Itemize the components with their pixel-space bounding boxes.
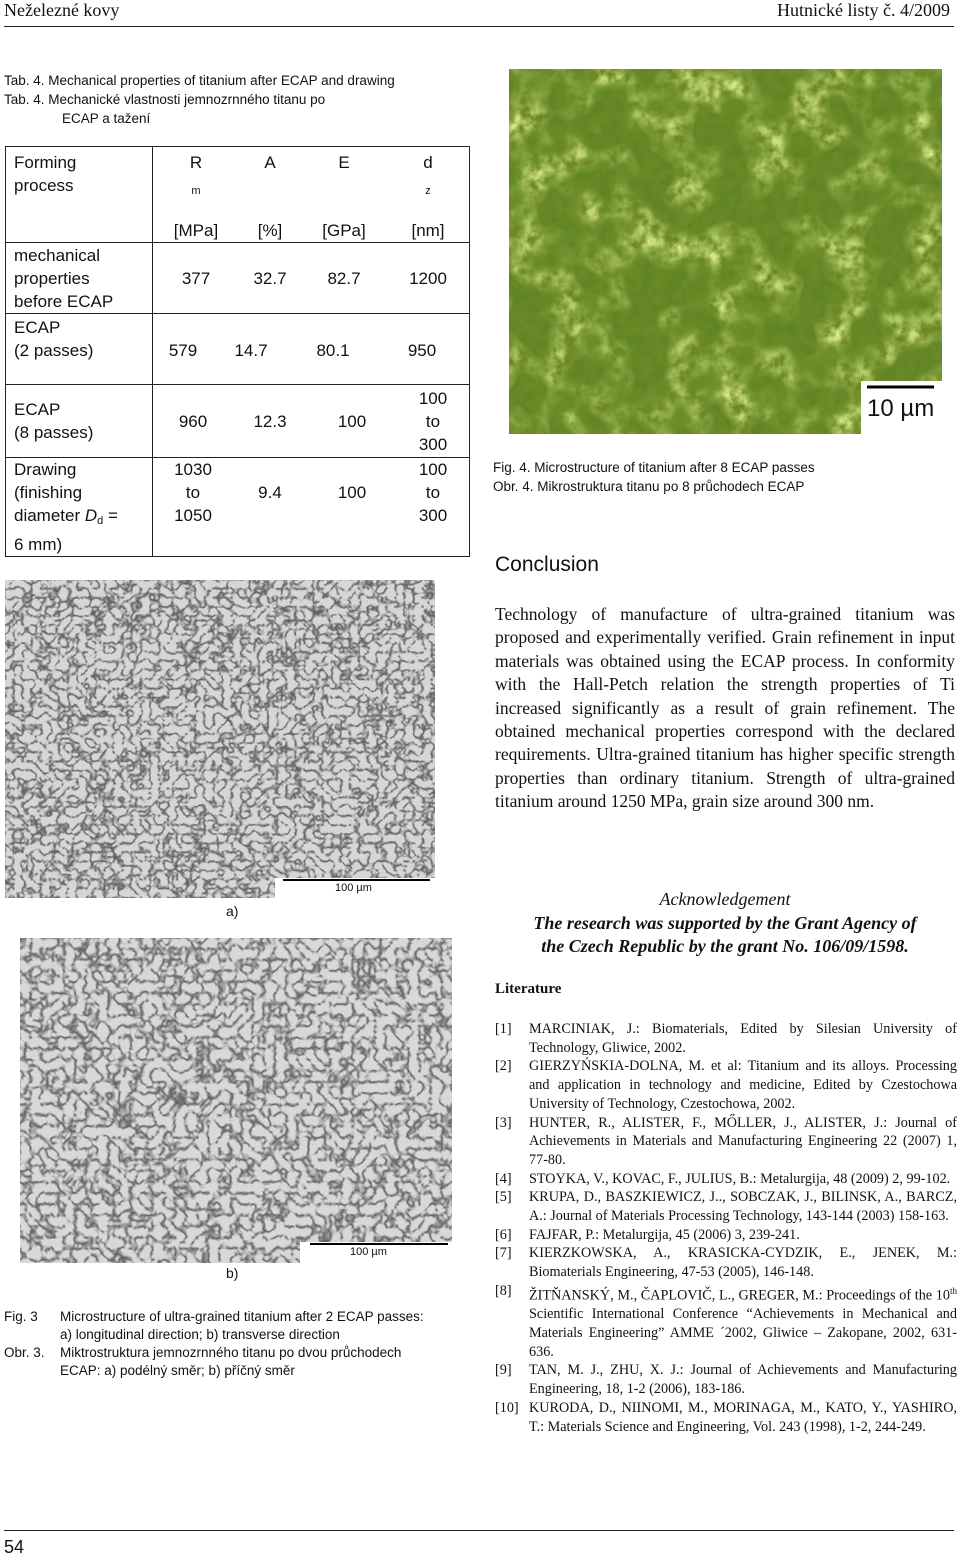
reference-item: [4] STOYKA, V., KOVAC, F., JULIUS, B.: Metalurgija, 48 (2009) 2, 99-102. — [495, 1170, 951, 1187]
cell-a: 9.4 — [258, 483, 282, 502]
reference-item: [10] KURODA, D., NIINOMI, M., MORINAGA, M., KATO, Y., YASHIRO, T.: Materials Science and Engineering, Vol. 243 (1998), 1-2, 244-249. — [495, 1399, 957, 1435]
fig3b-micrograph — [20, 938, 452, 1263]
running-header-right: Hutnické listy č. 4/2009 — [777, 0, 950, 20]
cell-dz: 1200 — [409, 268, 447, 288]
row-label: ECAP — [14, 318, 61, 337]
literature-heading: Literature — [495, 981, 562, 997]
row-label: Drawing — [14, 460, 77, 479]
table-header-row — [6, 147, 470, 243]
reference-item: [3] HUNTER, R., ALISTER, F., MŐLLER, J., ALISTER, J.: Journal of Achievements in Materials and Manufacturing Engineering 22 (2007) 1, 77-80. — [495, 1114, 957, 1168]
table4-caption-cz-2: ECAP a tažení — [62, 111, 151, 126]
cell-e: 100 — [337, 483, 367, 502]
fig3-caption-cz-1: Miktrostruktura jemnozrnného titanu po dvou průchodech — [60, 1345, 402, 1360]
acknowledgement-heading: Acknowledgement — [659, 889, 791, 909]
conclusion-heading: Conclusion — [495, 553, 599, 576]
fig3b-scale-label: 100 µm — [350, 1246, 387, 1258]
acknowledgement-line-2: the Czech Republic by the grant No. 106/09/1598. — [541, 936, 909, 956]
cell-e: 82.7 — [327, 268, 361, 288]
row-label: (8 passes) — [14, 423, 94, 442]
header-e: E — [338, 153, 350, 172]
acknowledgement-block — [495, 888, 955, 959]
fig4-caption-en: Fig. 4. Microstructure of titanium after 8 ECAP passes — [493, 460, 815, 475]
fig3-caption-label: Fig. 3 — [4, 1309, 38, 1324]
mechanical-properties-table — [5, 146, 470, 557]
cell-rm: 579 — [168, 341, 198, 360]
row-label: properties — [14, 268, 90, 288]
row-label: 6 mm) — [14, 535, 63, 554]
reference-item: [1] MARCINIAK, J.: Biomaterials, Edited by Silesian University of Technology, Gliwice, 2002. — [495, 1021, 957, 1056]
reference-list — [495, 1020, 957, 1436]
row-label: diameter $D_d$ = — [14, 506, 118, 527]
fig3a-label: a) — [226, 903, 239, 919]
table-row — [6, 243, 470, 314]
header-a-unit: [%] — [257, 221, 283, 240]
fig4-micrograph — [509, 69, 942, 434]
header-dz: d $_z$ — [423, 153, 433, 197]
header-dz-unit: [nm] — [411, 221, 445, 240]
fig4-texture — [509, 69, 942, 434]
fig4-caption-cz: Obr. 4. Mikrostruktura titanu po 8 průchodech ECAP — [493, 479, 805, 494]
page-number: 54 — [4, 1537, 25, 1557]
cell-dz: 100 to 300 — [418, 388, 448, 454]
reference-item: [6] FAJFAR, P.: Metalurgija, 45 (2006) 3, 239-241. — [495, 1226, 800, 1243]
fig3a-micrograph — [5, 580, 435, 898]
row-label: (finishing — [14, 483, 83, 502]
reference-item: [8] ŽITŇANSKÝ, M., ČAPLOVIČ, L., GREGER, M.: Proceedings of the 10th Scientific International Conference “Achievements in Mechanical and Materials Engineering” AMME ´2002, Gliwice – Zakopane, 2002, 631-636. — [495, 1282, 957, 1360]
row-label: (2 passes) — [14, 341, 94, 360]
fig3b-texture — [20, 938, 452, 1263]
fig3-caption-en-2: a) longitudinal direction; b) transverse direction — [60, 1327, 340, 1342]
header-process-1: Forming — [14, 153, 77, 172]
acknowledgement-line-1: The research was supported by the Grant Agency of — [533, 912, 917, 933]
reference-item: [5] KRUPA, D., BASZKIEWICZ, J.., SOBCZAK, J., BILINSK, A., BARCZ, A.: Journal of Materials Processing Technology, 143-144 (2003) 158-163. — [495, 1189, 957, 1225]
cell-rm: 960 — [178, 411, 208, 431]
row-label: ECAP — [14, 400, 61, 419]
cell-a: 12.3 — [253, 411, 287, 431]
cell-rm: 377 — [181, 268, 211, 288]
footer-rule — [4, 1530, 954, 1531]
cell-e: 80.1 — [316, 341, 350, 360]
table4-caption-cz-1: Tab. 4. Mechanické vlastnosti jemnozrnného titanu po — [4, 92, 326, 107]
fig3a-scale-label: 100 µm — [335, 882, 372, 894]
reference-item: [2] GIERZYŃSKIA-DOLNA, M. et al: Titanium and its alloys. Processing and application in technology and medicine, Edited by Czestochowa University of Technology, Czestochowa, 2002. — [495, 1058, 957, 1112]
table-row — [6, 314, 470, 385]
cell-a: 32.7 — [253, 268, 287, 288]
cell-a: 14.7 — [234, 341, 268, 360]
fig3-caption-obr: Obr. 3. — [4, 1345, 45, 1360]
running-header-left: Neželezné kovy — [4, 0, 120, 20]
header-e-unit: [GPa] — [322, 221, 366, 240]
header-rule — [4, 26, 954, 27]
cell-dz: 950 — [407, 341, 437, 360]
reference-item: [7] KIERZKOWSKA, A., KRASICKA-CYDZIK, E., JENEK, M.: Biomaterials Engineering, 47-53 (2005), 146-148. — [495, 1245, 957, 1281]
table-row — [6, 385, 470, 458]
cell-e: 100 — [337, 411, 367, 431]
row-label: before ECAP — [14, 291, 114, 311]
fig3-caption-en-1: Microstructure of ultra-grained titanium after 2 ECAP passes: — [60, 1309, 424, 1324]
header-rm-unit: [MPa] — [173, 221, 219, 240]
row-label: mechanical — [14, 245, 100, 265]
fig3-caption-cz-2: ECAP: a) podélný směr; b) příčný směr — [60, 1363, 295, 1378]
header-a: A — [264, 153, 276, 172]
header-rm: R $_m$ — [189, 153, 203, 197]
fig3b-label: b) — [226, 1265, 239, 1281]
cell-dz: 100 to 300 — [418, 460, 448, 525]
header-process-2: process — [14, 176, 74, 195]
conclusion-text: Technology of manufacture of ultra-grained titanium was proposed and experimentally verified. Grain refinement in input materials was obtained using the ECAP process. In conformity with the Hall-Petch relation the strength properties of Ti increased significantly as a result of grain refinement. The obtained mechanical properties correspond with the declared requirements. Ultra-grained titanium has higher specific strength properties than ordinary titanium. Strength of ultra-grained titanium around 1250 MPa, grain size around 300 nm. — [495, 604, 955, 812]
fig3a-texture — [5, 580, 435, 898]
table4-caption-en: Tab. 4. Mechanical properties of titanium after ECAP and drawing — [4, 73, 395, 88]
table-row — [6, 458, 470, 557]
fig4-scale-label: 10 µm — [867, 395, 935, 422]
reference-item: [9] TAN, M. J., ZHU, X. J.: Journal of Achievements and Manufacturing Engineering, 18, 1-2 (2006), 183-186. — [495, 1362, 957, 1398]
cell-rm: 1030 to 1050 — [174, 460, 212, 525]
